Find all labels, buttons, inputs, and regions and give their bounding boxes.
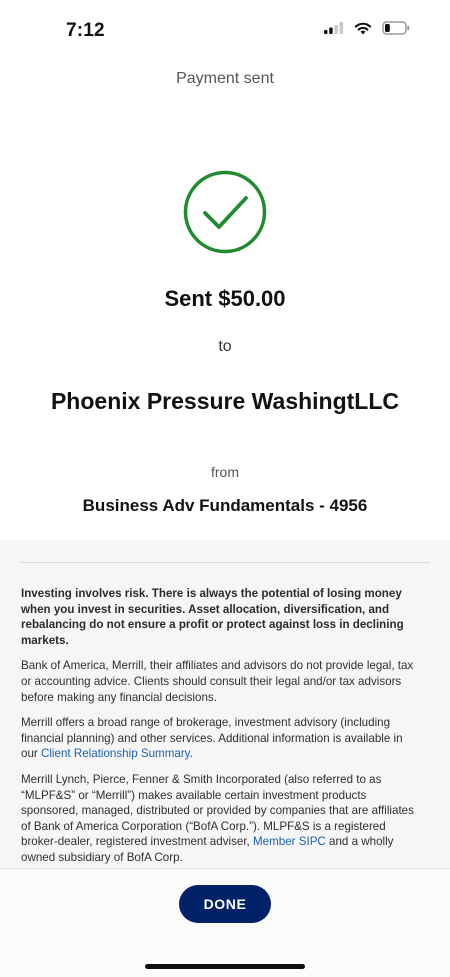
services-end: . [189,747,193,761]
to-label: to [218,338,232,355]
footer [0,868,450,977]
member-sipc-link[interactable]: Member SIPC [253,835,326,849]
page-title: Payment sent [176,70,274,87]
disclosure-panel[interactable] [0,540,450,868]
done-button[interactable]: DONE [179,885,271,923]
from-label: from [211,464,239,480]
cellular-signal-icon [324,22,344,34]
merrill-end: and a wholly owned subsidiary of BofA Corp. [21,835,394,864]
checkmark-circle-icon [183,170,267,254]
advice-disclosure: Bank of America, Merrill, their affiliates and advisors do not provide legal, tax or accounting advice. Clients should consult their legal and/or tax advisors before making any financial decisions. [21,659,414,704]
merrill-text: Merrill Lynch, Pierce, Fenner & Smith Incorporated (also referred to as “MLPF&S” or “Merrill”) makes available certain investment products sponsored, managed, distributed or provided by companies that are affiliates of Bank of America Corporation (“BofA Corp.”). MLPF&S is a registered broker-dealer, registered investment adviser, [21,772,414,849]
status-bar [0,0,450,56]
wifi-icon [354,22,372,35]
services-disclosure [21,715,421,762]
status-icons [324,21,410,35]
risk-disclosure: Investing involves risk. There is always the potential of losing money when you invest in securities. Asset allocation, diversification, and rebalancing do not ensure a profit or protect against loss in declining markets. [21,587,404,647]
recipient-name: Phoenix Pressure WashingtLLC [50,388,400,414]
battery-icon [382,21,410,35]
divider [20,562,430,563]
status-time: 7:12 [66,20,105,41]
home-indicator [145,964,305,969]
sent-amount: Sent $50.00 [164,286,286,311]
client-relationship-summary-link[interactable]: Client Relationship Summary [40,747,190,761]
merrill-disclosure [21,772,421,866]
disclosure-text [21,586,421,868]
services-text: Merrill offers a broad range of brokerage, investment advisory (including financial planning) and other services. Additional information is available in our [21,716,403,761]
source-account: Business Adv Fundamentals - 4956 [82,496,368,515]
